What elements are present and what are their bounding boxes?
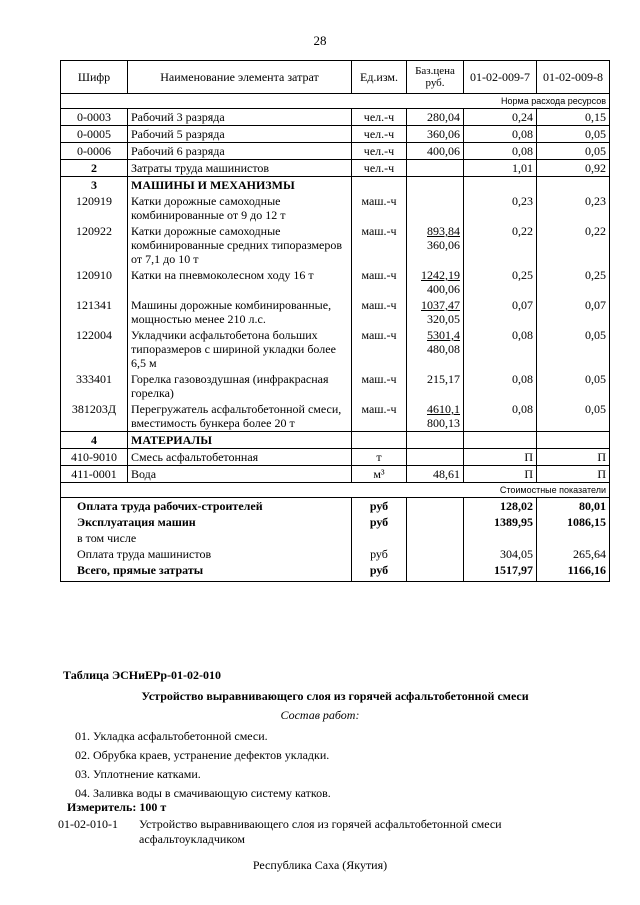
list-item: 04. Заливка воды в смачивающую систему катков. [75,786,331,800]
cell-v2: П [537,466,610,483]
cell-v1: 0,08 [464,371,537,401]
table-row [61,160,610,177]
cell-name: Рабочий 6 разряда [128,143,352,160]
cell-code: 121341 [61,297,128,327]
table-row [61,401,610,432]
cell-v1: 0,25 [464,267,537,297]
cell-v2: 0,05 [537,143,610,160]
cell-unit: т [352,449,407,466]
cell-v1: 0,22 [464,223,537,267]
cell-price: 215,17 [407,371,464,401]
list-item: 03. Уплотнение катками. [75,767,201,781]
cost-v1: 304,05 [464,546,537,562]
list-item: 02. Обрубка краев, устранение дефектов укладки. [75,748,330,762]
cell-name: Рабочий 5 разряда [128,126,352,143]
cell-code: 3 [61,177,128,194]
cell-code: 120919 [61,193,128,223]
cell-name: Катки дорожные самоходные комбинированные от 9 до 12 т [128,193,352,223]
cell-v1: 0,08 [464,327,537,371]
cost-unit: руб [352,498,407,515]
cost-name: Всего, прямые затраты [61,562,352,582]
item-text-1: Устройство выравнивающего слоя из горячей асфальтобетонной смеси [139,817,502,831]
cell-price [407,267,464,297]
price-current: 5301,4 [427,328,460,342]
cell-v2: 0,07 [537,297,610,327]
cell-name: МАТЕРИАЛЫ [128,432,352,449]
list-item: 01. Укладка асфальтобетонной смеси. [75,729,268,743]
price-current: 893,84 [427,224,460,238]
table-row [61,297,610,327]
cell-unit: маш.-ч [352,297,407,327]
price-labor: 480,08 [427,342,460,356]
cell-v2: 0,92 [537,160,610,177]
cell-v1: 0,08 [464,401,537,432]
table-row [61,327,610,371]
table-row [61,143,610,160]
cost-v2: 80,01 [537,498,610,515]
cell-unit: маш.-ч [352,267,407,297]
cell-code: 0-0006 [61,143,128,160]
price-current: 1037,47 [421,298,460,312]
cell-name: Укладчики асфальтобетона больших типоразмеров с шириной укладки более 6,5 м [128,327,352,371]
cell-unit: маш.-ч [352,327,407,371]
cell-v1: П [464,466,537,483]
cell-code: 2 [61,160,128,177]
price-labor: 400,06 [427,282,460,296]
cost-v1: 1517,97 [464,562,537,582]
cost-row [61,498,610,515]
cost-label: Стоимостные показатели [61,483,610,498]
cell-name: Смесь асфальтобетонная [128,449,352,466]
cell-price [407,193,464,223]
cell-code: 122004 [61,327,128,371]
cell-name: МАШИНЫ И МЕХАНИЗМЫ [128,177,352,194]
cell-v1: 0,08 [464,126,537,143]
cell-name: Рабочий 3 разряда [128,109,352,126]
page-number: 28 [313,33,327,48]
cell-price: 400,06 [407,143,464,160]
meter: Измеритель: 100 т [67,800,167,814]
cost-name: в том числе [61,530,352,546]
cost-row [61,514,610,530]
cell-code: 4 [61,432,128,449]
table-row [61,126,610,143]
cost-name: Эксплуатация машин [61,514,352,530]
price-current: 1242,19 [421,268,460,282]
header-name: Наименование элемента затрат [128,61,352,94]
cost-unit: руб [352,562,407,582]
cell-name: Машины дорожные комбинированные, мощностью менее 210 л.с. [128,297,352,327]
cost-v2: 1166,16 [537,562,610,582]
table-header-row [61,61,610,94]
price-current: 4610,1 [427,402,460,416]
cell-name: Затраты труда машинистов [128,160,352,177]
table-row [61,449,610,466]
cell-v2: 0,05 [537,126,610,143]
cell-v2: 0,05 [537,371,610,401]
cell-price [407,160,464,177]
cell-unit: чел.-ч [352,109,407,126]
header-col1: 01-02-009-7 [464,61,537,94]
cell-name: Катки на пневмоколесном ходу 16 т [128,267,352,297]
header-col2: 01-02-009-8 [537,61,610,94]
cell-v1: 0,07 [464,297,537,327]
cell-name: Перегружатель асфальтобетонной смеси, вместимость бункера более 20 т [128,401,352,432]
cell-price [407,401,464,432]
table-row [61,193,610,223]
cost-unit: руб [352,546,407,562]
cost-row [61,562,610,582]
norm-label: Норма расхода ресурсов [61,94,610,109]
cell-v1: 0,08 [464,143,537,160]
cost-v2: 1086,15 [537,514,610,530]
cell-unit: чел.-ч [352,143,407,160]
cell-v1: 0,24 [464,109,537,126]
cell-v2: 0,25 [537,267,610,297]
cell-name: Горелка газовоздушная (инфракрасная горелка) [128,371,352,401]
cell-unit: маш.-ч [352,401,407,432]
cost-v1: 1389,95 [464,514,537,530]
cell-v1: 0,23 [464,193,537,223]
cell-code: 120910 [61,267,128,297]
cell-price: 48,61 [407,466,464,483]
item-text-2: асфальтоукладчиком [139,832,245,846]
resource-table [60,60,610,582]
cell-unit: чел.-ч [352,160,407,177]
price-labor: 800,13 [427,416,460,430]
table-subtitle: Устройство выравнивающего слоя из горячей асфальтобетонной смеси [141,689,529,703]
price-labor: 320,05 [427,312,460,326]
section-row [61,432,610,449]
cell-code: 381203Д [61,401,128,432]
cost-row [61,546,610,562]
cell-price: 280,04 [407,109,464,126]
cell-v2: П [537,449,610,466]
cell-name: Вода [128,466,352,483]
cell-unit: маш.-ч [352,371,407,401]
cost-v2: 265,64 [537,546,610,562]
cell-unit: маш.-ч [352,193,407,223]
header-price: Баз.цена руб. [407,61,464,94]
works-heading: Состав работ: [280,708,360,722]
header-code: Шифр [61,61,128,94]
header-unit: Ед.изм. [352,61,407,94]
cost-name: Оплата труда машинистов [61,546,352,562]
cell-code: 333401 [61,371,128,401]
table-title: Таблица ЭСНиЕРр-01-02-010 [63,668,222,682]
cell-v2: 0,22 [537,223,610,267]
table-row [61,223,610,267]
table-row [61,267,610,297]
cell-code: 410-9010 [61,449,128,466]
cost-row [61,530,610,546]
works-list [75,727,331,803]
cost-unit: руб [352,514,407,530]
cost-v1: 128,02 [464,498,537,515]
cell-unit: маш.-ч [352,223,407,267]
cell-code: 120922 [61,223,128,267]
cell-price [407,449,464,466]
footer: Республика Саха (Якутия) [252,858,388,872]
cell-code: 0-0005 [61,126,128,143]
cell-price [407,327,464,371]
cell-v1: 1,01 [464,160,537,177]
cell-code: 0-0003 [61,109,128,126]
cell-price [407,223,464,267]
cell-v2: 0,23 [537,193,610,223]
cell-price [407,297,464,327]
table-row [61,371,610,401]
cell-v2: 0,05 [537,327,610,371]
cell-v2: 0,05 [537,401,610,432]
table-row [61,466,610,483]
table-row [61,109,610,126]
cell-price: 360,06 [407,126,464,143]
cell-code: 411-0001 [61,466,128,483]
cost-name: Оплата труда рабочих-строителей [61,498,352,515]
price-labor: 360,06 [427,238,460,252]
cell-v2: 0,15 [537,109,610,126]
cell-unit: м³ [352,466,407,483]
cell-name: Катки дорожные самоходные комбинированные средних типоразмеров от 7,1 до 10 т [128,223,352,267]
cell-unit: чел.-ч [352,126,407,143]
item-code: 01-02-010-1 [58,817,118,831]
cell-v1: П [464,449,537,466]
machines-section [61,177,610,432]
section-row [61,177,610,194]
